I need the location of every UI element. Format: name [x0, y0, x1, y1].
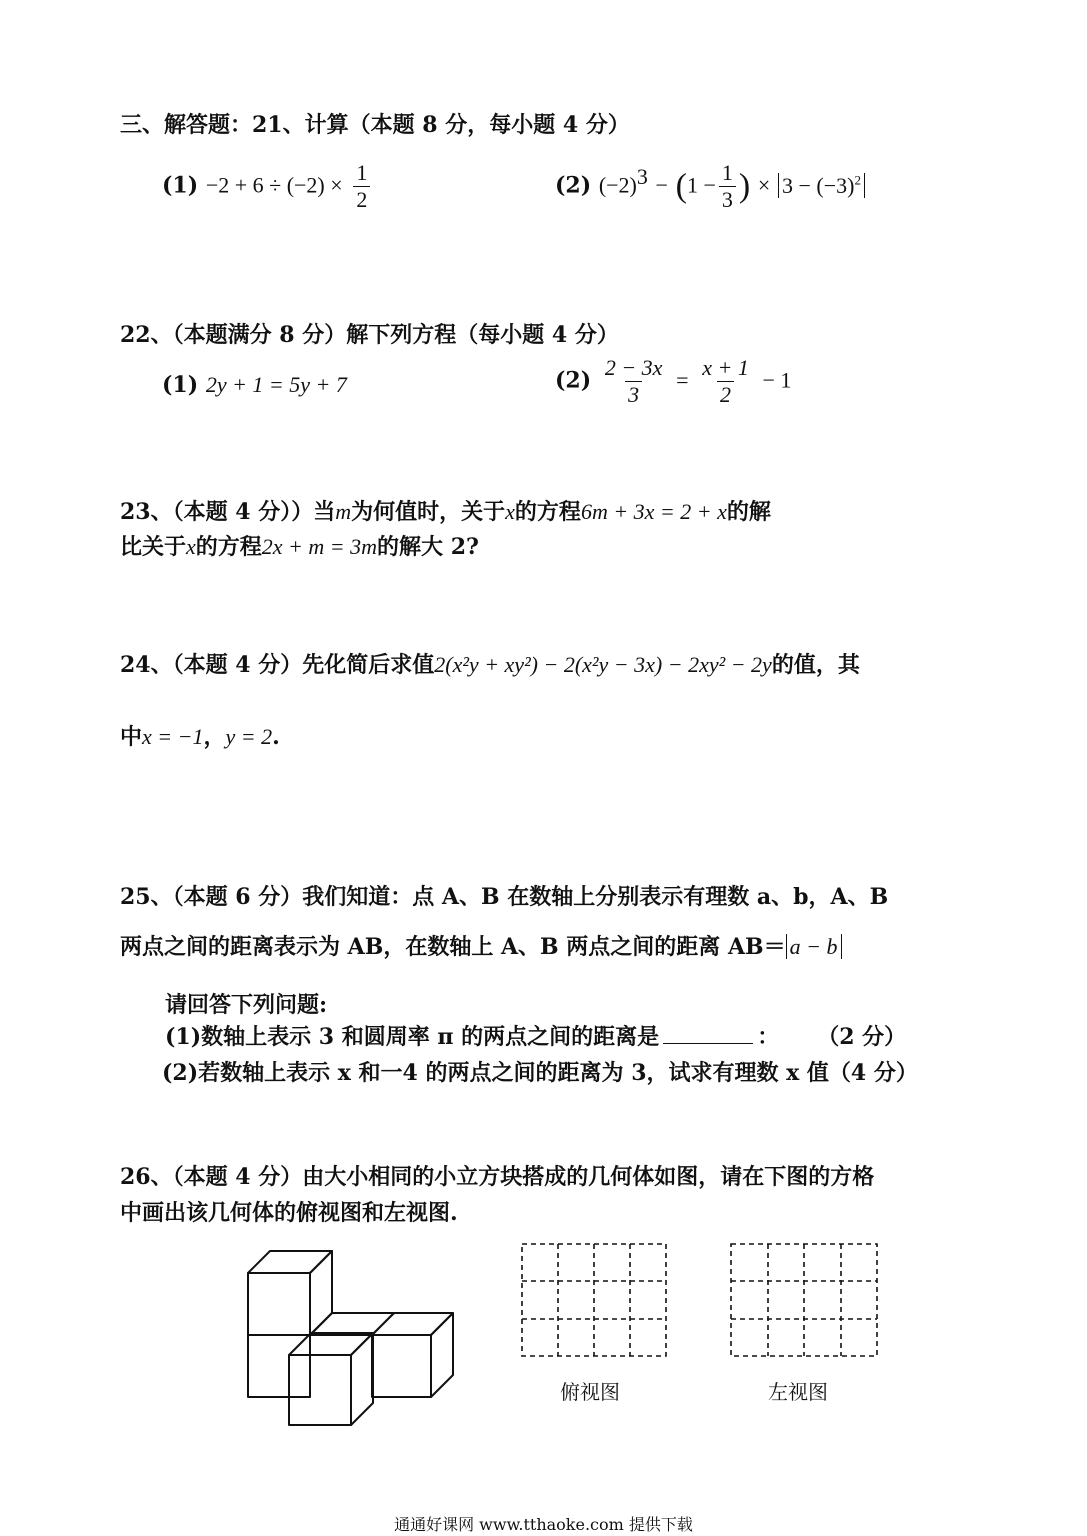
q24-l2-sep: ， [203, 724, 226, 750]
q23-l2-a: 比关于 [120, 534, 187, 560]
q22-p2-l-den: 3 [625, 381, 642, 408]
cube-back-top-top [248, 1251, 332, 1273]
cube-right-side [431, 1313, 453, 1397]
q22-p2-l-num: 2 − 3x [604, 355, 663, 380]
q25-answer-blank[interactable] [663, 1043, 753, 1044]
q21-p1-den: 2 [353, 186, 370, 213]
q21-p2-b: − [655, 172, 668, 198]
q21-p2-close-paren: ) [738, 167, 751, 205]
q23-l2-b: 的方程 [195, 534, 262, 560]
q22-p1-label: (1) [162, 372, 199, 398]
cube-back-top-side [310, 1251, 332, 1335]
q22-p2-r-den: 2 [717, 381, 734, 408]
q21-p2-times: × [757, 172, 771, 198]
q24-l1-a: 24、（本题 4 分）先化简后求值 [120, 652, 435, 678]
q22-p2-r-num: x + 1 [702, 355, 749, 380]
q22-p2-tail: − 1 [762, 367, 792, 393]
q23-l1-a: 23、（本题 4 分））当 [120, 499, 336, 525]
top-view-label: 俯视图 [560, 1380, 620, 1404]
q21-p2-abs-exp: 2 [854, 172, 861, 188]
q22-p2-right-fraction [699, 355, 752, 408]
left-view-label: 左视图 [768, 1380, 828, 1404]
q22-p2-eq: = [676, 367, 689, 393]
q25-l4-a: (1)数轴上表示 3 和圆周率 π 的两点之间的距离是 [165, 1024, 660, 1050]
q22-p2-label: (2) [555, 367, 592, 394]
q26-line2: 中画出该几何体的俯视图和左视图. [120, 1200, 458, 1226]
q25-line2 [120, 930, 842, 961]
q25-l2-abs: a − b [786, 934, 842, 959]
q21-part1 [162, 160, 373, 213]
q22-p1-expr: 2y + 1 = 5y + 7 [205, 372, 347, 397]
q21-p2-abs [778, 173, 865, 198]
q23-l1-c: 的方程 [514, 499, 581, 525]
q21-p2-a-exp: 3 [636, 164, 648, 190]
q21-p2-num: 1 [721, 160, 733, 185]
q25-line1: 25、（本题 6 分）我们知道：点 A、B 在数轴上分别表示有理数 a、b，A、B [120, 884, 889, 910]
q24-line1 [120, 648, 860, 679]
q25-line5: (2)若数轴上表示 x 和一4 的两点之间的距离为 3，试求有理数 x 值（4 分） [162, 1060, 918, 1086]
q23-l1-m: m [335, 499, 352, 524]
q24-l2-a: 中 [120, 724, 143, 750]
q21-p2-c: 1 − [686, 172, 716, 198]
q21-p1-num: 1 [356, 160, 368, 185]
q23-line2 [120, 530, 479, 561]
q21-p1-fraction [353, 160, 370, 213]
q23-line1 [120, 495, 771, 526]
q21-p2-a: (−2) [598, 172, 637, 198]
q23-l2-c: 的解大 2? [377, 534, 479, 560]
q24-l1-eq: 2(x²y + xy²) − 2(x²y − 3x) − 2xy² − 2y [434, 652, 772, 677]
cube-front-side [351, 1333, 373, 1425]
q21-p2-fraction [719, 160, 736, 213]
q21-p2-abs-a: 3 − (−3) [781, 172, 855, 198]
q22-heading: 22、（本题满分 8 分）解下列方程（每小题 4 分） [120, 322, 619, 348]
q25-line4 [165, 1020, 906, 1051]
cube-figure [245, 1245, 475, 1435]
q21-p2-den: 3 [719, 186, 736, 213]
footer-source: 通通好课网 www.tthaoke.com 提供下载 [394, 1515, 693, 1534]
q23-l2-x: x [186, 534, 196, 559]
q24-l2-end: . [272, 724, 280, 750]
q21-p1-expr: −2 + 6 ÷ (−2) × [205, 172, 343, 198]
cube-right-front [372, 1335, 431, 1397]
q23-l1-eq: 6m + 3x = 2 + x [580, 499, 727, 524]
cube-middle-top [310, 1313, 394, 1335]
q25-l4-b: ： [757, 1024, 780, 1050]
q21-heading: 三、解答题：21、计算（本题 8 分，每小题 4 分） [120, 112, 630, 138]
q21-p2-open-paren: ( [675, 167, 687, 205]
q22-part2 [555, 355, 791, 408]
q24-l2-x: x = −1 [142, 724, 204, 749]
q24-l2-y: y = 2 [225, 724, 273, 749]
q22-part1 [162, 372, 347, 398]
q21-p2-label: (2) [555, 172, 592, 199]
q25-l2-a: 两点之间的距离表示为 AB，在数轴上 A、B 两点之间的距离 AB＝ [120, 934, 786, 960]
q24-l1-b: 的值，其 [771, 652, 860, 678]
left-view-grid[interactable] [730, 1243, 882, 1361]
q26-line1: 26、（本题 4 分）由大小相同的小立方块搭成的几何体如图，请在下图的方格 [120, 1164, 875, 1190]
q23-l2-eq: 2x + m = 3m [261, 534, 378, 559]
q21-p1-label: (1) [162, 172, 199, 199]
q23-l1-d: 的解 [726, 499, 771, 525]
cube-back-top-front [248, 1273, 310, 1335]
q25-line3: 请回答下列问题: [165, 992, 328, 1018]
cube-front-front [289, 1355, 351, 1425]
q24-line2 [120, 720, 280, 751]
q22-p2-left-fraction [602, 355, 666, 408]
q21-part2 [555, 160, 865, 213]
cube-front-top [289, 1333, 373, 1355]
q23-l1-x: x [505, 499, 515, 524]
q23-l1-b: 为何值时，关于 [351, 499, 506, 525]
top-view-grid[interactable] [521, 1243, 671, 1361]
q25-l4-c: （2 分） [817, 1024, 907, 1050]
